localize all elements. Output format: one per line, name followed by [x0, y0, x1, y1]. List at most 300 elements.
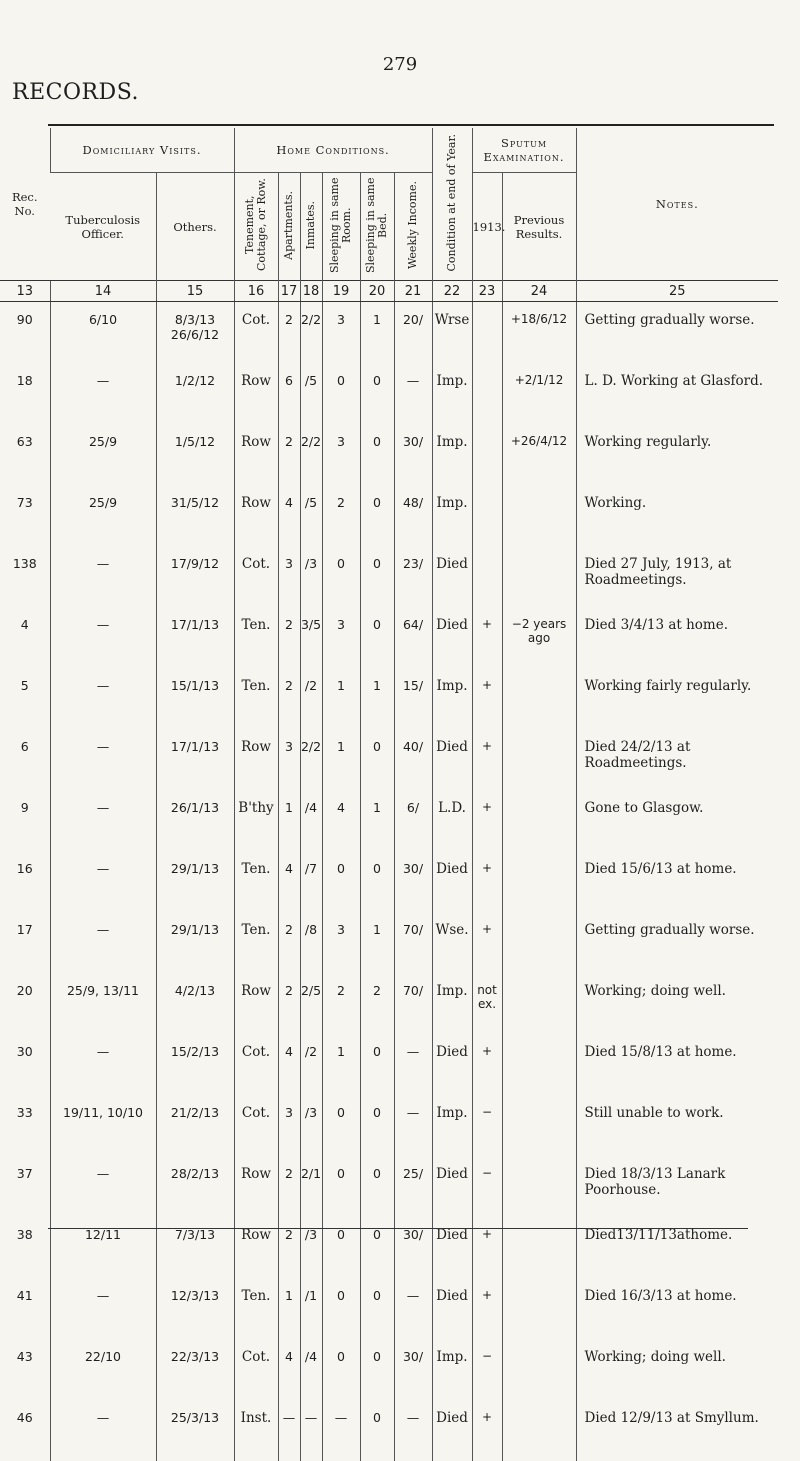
notes-cell: Working; doing well. — [576, 973, 778, 1034]
condition-end-header — [432, 128, 472, 281]
tuberculosis-officer-cell: — — [50, 729, 156, 790]
others-cell: 4/2/13 — [156, 973, 234, 1034]
tuberculosis-officer-cell: — — [50, 607, 156, 668]
rec-no-cell: 17 — [16, 922, 33, 937]
sleeping-room-cell: 2 — [322, 973, 360, 1034]
condition-cell: Imp. — [432, 424, 472, 485]
previous-results-cell — [502, 1156, 576, 1217]
sleeping-room-cell: 3 — [322, 607, 360, 668]
sleeping-room-cell: 3 — [322, 424, 360, 485]
tuberculosis-officer-cell: — — [50, 1400, 156, 1461]
sleeping-bed-cell: 0 — [360, 1156, 394, 1217]
apartments-cell: 2 — [278, 302, 300, 364]
home-type-cell: Ten. — [234, 1278, 278, 1339]
home-type-cell: Cot. — [234, 546, 278, 607]
condition-cell: Wrse — [432, 302, 472, 364]
condition-cell: Died — [432, 1156, 472, 1217]
rec-no-cell: 73 — [16, 495, 33, 510]
inmates-label: Inmates. — [304, 200, 317, 250]
sleeping-bed-cell: 0 — [360, 363, 394, 424]
page-number: 279 — [382, 54, 418, 75]
others-cell: 7/3/13 — [156, 1217, 234, 1278]
inmates-cell: /3 — [300, 1217, 322, 1278]
table-row — [0, 424, 778, 485]
condition-cell: Died — [432, 729, 472, 790]
table-row — [0, 668, 778, 729]
notes-cell: Died 18/3/13 Lanark Poorhouse. — [576, 1156, 778, 1217]
sleeping-room-cell: 1 — [322, 668, 360, 729]
table-row — [0, 363, 778, 424]
others-cell: 25/3/13 — [156, 1400, 234, 1461]
sleeping-room-cell: 0 — [322, 546, 360, 607]
sputum-1913-cell: + — [472, 790, 502, 851]
notes-cell: Died13/11/13athome. — [576, 1217, 778, 1278]
apartments-cell: 4 — [278, 485, 300, 546]
notes-cell: Working. — [576, 485, 778, 546]
rec-no-cell: 41 — [16, 1288, 33, 1303]
home-type-cell: B'thy — [234, 790, 278, 851]
sleeping-room-cell: 1 — [322, 1034, 360, 1095]
others-cell: 17/1/13 — [156, 729, 234, 790]
inmates-cell: /8 — [300, 912, 322, 973]
rec-no-cell: 90 — [16, 312, 33, 327]
weekly-income-cell: 30/ — [394, 851, 432, 912]
year-1913-header: 1913. — [472, 173, 502, 281]
table-row — [0, 1339, 778, 1400]
others-cell: 22/3/13 — [156, 1339, 234, 1400]
others-cell: 15/1/13 — [156, 668, 234, 729]
notes-cell: Died 12/9/13 at Smyllum. — [576, 1400, 778, 1461]
apartments-cell: 2 — [278, 424, 300, 485]
tuberculosis-officer-cell: — — [50, 363, 156, 424]
others-cell: 17/1/13 — [156, 607, 234, 668]
previous-results-cell — [502, 851, 576, 912]
others-cell: 8/3/13 26/6/12 — [156, 302, 234, 364]
table-row — [0, 1400, 778, 1461]
sputum-1913-cell: + — [472, 1217, 502, 1278]
others-cell: 29/1/13 — [156, 851, 234, 912]
bottom-rule — [48, 1228, 748, 1229]
sleeping-room-cell: 4 — [322, 790, 360, 851]
rec-no-cell: 37 — [16, 1166, 33, 1181]
condition-cell: Imp. — [432, 668, 472, 729]
notes-cell: Died 15/8/13 at home. — [576, 1034, 778, 1095]
table-row — [0, 851, 778, 912]
section-title: RECORDS. — [12, 80, 139, 105]
inmates-cell: /7 — [300, 851, 322, 912]
apartments-cell: 2 — [278, 912, 300, 973]
previous-results-cell — [502, 546, 576, 607]
notes-cell: Getting gradually worse. — [576, 302, 778, 364]
sputum-1913-cell: + — [472, 1400, 502, 1461]
home-type-cell: Inst. — [234, 1400, 278, 1461]
previous-results-header: Previous Results. — [502, 173, 576, 281]
column-number-row — [0, 281, 778, 302]
rec-no-cell: 33 — [16, 1105, 33, 1120]
notes-cell: Working; doing well. — [576, 1339, 778, 1400]
tuberculosis-officer-cell: 25/9 — [50, 485, 156, 546]
apartments-label: Apartments. — [282, 190, 295, 260]
sleeping-bed-cell: 0 — [360, 1034, 394, 1095]
rec-no-cell: 38 — [16, 1227, 33, 1242]
previous-results-cell — [502, 668, 576, 729]
table-row — [0, 1278, 778, 1339]
others-header: Others. — [156, 173, 234, 281]
weekly-income-cell: — — [394, 1095, 432, 1156]
rec-no-cell: 18 — [16, 373, 33, 388]
sleeping-room-header — [322, 173, 360, 281]
weekly-income-cell: — — [394, 1278, 432, 1339]
table-row — [0, 607, 778, 668]
sputum-1913-cell: + — [472, 1278, 502, 1339]
weekly-income-cell: 64/ — [394, 607, 432, 668]
home-type-cell: Ten. — [234, 668, 278, 729]
sleeping-room-label: Sleeping in same Room. — [328, 177, 353, 273]
notes-cell: Working fairly regularly. — [576, 668, 778, 729]
weekly-income-cell: 15/ — [394, 668, 432, 729]
apartments-cell: 6 — [278, 363, 300, 424]
sputum-1913-cell: − — [472, 1095, 502, 1156]
inmates-cell: 3/5 — [300, 607, 322, 668]
inmates-cell: /4 — [300, 1339, 322, 1400]
sleeping-room-cell: 0 — [322, 363, 360, 424]
inmates-cell: /5 — [300, 485, 322, 546]
weekly-income-cell: — — [394, 363, 432, 424]
tuberculosis-officer-cell: — — [50, 546, 156, 607]
condition-cell: Died — [432, 1400, 472, 1461]
sleeping-room-cell: 0 — [322, 1339, 360, 1400]
sleeping-bed-cell: 0 — [360, 1095, 394, 1156]
sleeping-room-cell: — — [322, 1400, 360, 1461]
home-type-cell: Row — [234, 485, 278, 546]
apartments-cell: 2 — [278, 668, 300, 729]
table-row — [0, 973, 778, 1034]
condition-cell: Imp. — [432, 363, 472, 424]
inmates-cell: — — [300, 1400, 322, 1461]
tuberculosis-officer-cell: — — [50, 790, 156, 851]
tuberculosis-officer-cell: 25/9, 13/11 — [50, 973, 156, 1034]
home-type-cell: Ten. — [234, 607, 278, 668]
tuberculosis-officer-cell: — — [50, 1278, 156, 1339]
weekly-income-cell: 30/ — [394, 1339, 432, 1400]
sputum-1913-cell: − — [472, 1339, 502, 1400]
sleeping-bed-cell: 0 — [360, 546, 394, 607]
inmates-cell: 2/1 — [300, 1156, 322, 1217]
sleeping-bed-cell: 1 — [360, 668, 394, 729]
previous-results-cell — [502, 790, 576, 851]
sputum-1913-cell: + — [472, 729, 502, 790]
condition-end-label: Condition at end of Year. — [445, 133, 459, 272]
others-cell: 31/5/12 — [156, 485, 234, 546]
previous-results-cell: +26/4/12 — [502, 424, 576, 485]
others-cell: 21/2/13 — [156, 1095, 234, 1156]
tuberculosis-officer-header: Tuberculosis Officer. — [65, 212, 141, 241]
apartments-cell: 2 — [278, 1156, 300, 1217]
others-cell: 1/2/12 — [156, 363, 234, 424]
home-type-cell: Row — [234, 363, 278, 424]
others-cell: 17/9/12 — [156, 546, 234, 607]
others-cell: 1/5/12 — [156, 424, 234, 485]
inmates-cell: /5 — [300, 363, 322, 424]
sputum-1913-cell: not ex. — [472, 973, 502, 1034]
rec-no-cell: 30 — [16, 1044, 33, 1059]
apartments-cell: 1 — [278, 790, 300, 851]
sleeping-room-cell: 3 — [322, 912, 360, 973]
weekly-income-cell: 6/ — [394, 790, 432, 851]
column-number: 24 — [502, 281, 576, 302]
weekly-income-label: Weekly Income. — [406, 181, 420, 269]
column-number: 20 — [360, 281, 394, 302]
sleeping-bed-header — [360, 173, 394, 281]
previous-results-cell — [502, 1034, 576, 1095]
previous-results-cell: +18/6/12 — [502, 302, 576, 364]
sleeping-bed-cell: 0 — [360, 1217, 394, 1278]
apartments-cell: 4 — [278, 1034, 300, 1095]
column-number: 17 — [278, 281, 300, 302]
previous-results-cell — [502, 1217, 576, 1278]
notes-cell: Died 3/4/13 at home. — [576, 607, 778, 668]
apartments-cell: 2 — [278, 973, 300, 1034]
tuberculosis-officer-cell: 22/10 — [50, 1339, 156, 1400]
apartments-cell: 3 — [278, 1095, 300, 1156]
weekly-income-cell: 25/ — [394, 1156, 432, 1217]
home-type-cell: Ten. — [234, 851, 278, 912]
weekly-income-cell: — — [394, 1034, 432, 1095]
others-cell: 15/2/13 — [156, 1034, 234, 1095]
column-number: 19 — [322, 281, 360, 302]
tuberculosis-officer-cell: — — [50, 912, 156, 973]
condition-cell: Died — [432, 546, 472, 607]
previous-results-cell — [502, 485, 576, 546]
condition-cell: Imp. — [432, 1095, 472, 1156]
rec-no-cell: 6 — [20, 739, 29, 754]
sleeping-bed-cell: 0 — [360, 485, 394, 546]
inmates-cell: /2 — [300, 1034, 322, 1095]
inmates-cell: 2/2 — [300, 302, 322, 364]
home-type-cell: Cot. — [234, 1339, 278, 1400]
previous-results-cell — [502, 1278, 576, 1339]
sleeping-room-cell: 0 — [322, 1095, 360, 1156]
previous-results-cell — [502, 1095, 576, 1156]
table-row — [0, 302, 778, 364]
sputum-1913-cell: + — [472, 1034, 502, 1095]
condition-cell: Imp. — [432, 1339, 472, 1400]
notes-cell: Working regularly. — [576, 424, 778, 485]
weekly-income-cell: 40/ — [394, 729, 432, 790]
apartments-header — [278, 173, 300, 281]
inmates-cell: /1 — [300, 1278, 322, 1339]
home-type-cell: Cot. — [234, 302, 278, 364]
tuberculosis-officer-cell: 25/9 — [50, 424, 156, 485]
home-type-cell: Row — [234, 424, 278, 485]
rec-no-cell: 20 — [16, 983, 33, 998]
sleeping-bed-cell: 1 — [360, 790, 394, 851]
top-rule — [48, 124, 774, 126]
rec-no-cell: 5 — [20, 678, 29, 693]
rec-no-cell: 63 — [16, 434, 33, 449]
table-row — [0, 790, 778, 851]
sputum-1913-cell: + — [472, 607, 502, 668]
sleeping-room-cell: 1 — [322, 729, 360, 790]
table-row — [0, 912, 778, 973]
sputum-1913-cell — [472, 302, 502, 364]
apartments-cell: 4 — [278, 851, 300, 912]
inmates-cell: /3 — [300, 1095, 322, 1156]
sleeping-bed-cell: 0 — [360, 1278, 394, 1339]
table-row — [0, 546, 778, 607]
table-row — [0, 1095, 778, 1156]
previous-results-cell — [502, 912, 576, 973]
home-type-cell: Row — [234, 729, 278, 790]
tuberculosis-officer-cell: — — [50, 851, 156, 912]
rec-no-cell: 138 — [12, 556, 37, 571]
sleeping-bed-label: Sleeping in same Bed. — [364, 177, 389, 273]
tuberculosis-officer-cell: 12/11 — [50, 1217, 156, 1278]
condition-cell: Died — [432, 1217, 472, 1278]
notes-cell: Still unable to work. — [576, 1095, 778, 1156]
sputum-1913-cell — [472, 546, 502, 607]
weekly-income-cell: 23/ — [394, 546, 432, 607]
apartments-cell: 4 — [278, 1339, 300, 1400]
sputum-1913-cell — [472, 485, 502, 546]
table-row — [0, 1034, 778, 1095]
previous-results-cell — [502, 1339, 576, 1400]
sleeping-bed-cell: 0 — [360, 1339, 394, 1400]
apartments-cell: 3 — [278, 729, 300, 790]
apartments-cell: 2 — [278, 1217, 300, 1278]
condition-cell: Imp. — [432, 485, 472, 546]
notes-cell: Died 24/2/13 at Roadmeetings. — [576, 729, 778, 790]
condition-cell: Died — [432, 851, 472, 912]
inmates-cell: 2/2 — [300, 424, 322, 485]
notes-cell: Died 27 July, 1913, at Roadmeetings. — [576, 546, 778, 607]
sputum-1913-cell: + — [472, 851, 502, 912]
condition-cell: Wse. — [432, 912, 472, 973]
sleeping-bed-cell: 0 — [360, 729, 394, 790]
inmates-cell: 2/5 — [300, 973, 322, 1034]
rec-no-header: Rec. No. — [11, 190, 38, 218]
domiciliary-visits-header: Domiciliary Visits. — [50, 128, 234, 173]
condition-cell: Imp. — [432, 973, 472, 1034]
apartments-cell: 2 — [278, 607, 300, 668]
sleeping-bed-cell: 1 — [360, 302, 394, 364]
rec-no-cell: 46 — [16, 1410, 33, 1425]
column-number: 15 — [156, 281, 234, 302]
inmates-header — [300, 173, 322, 281]
sleeping-room-cell: 0 — [322, 851, 360, 912]
table-row — [0, 485, 778, 546]
rec-no-cell: 16 — [16, 861, 33, 876]
notes-cell: Getting gradually worse. — [576, 912, 778, 973]
inmates-cell: /3 — [300, 546, 322, 607]
sputum-1913-cell: + — [472, 912, 502, 973]
notes-cell: L. D. Working at Glasford. — [576, 363, 778, 424]
sleeping-bed-cell: 0 — [360, 424, 394, 485]
tuberculosis-officer-cell: 6/10 — [50, 302, 156, 364]
condition-cell: Died — [432, 1034, 472, 1095]
previous-results-cell: −2 years ago — [502, 607, 576, 668]
inmates-cell: 2/2 — [300, 729, 322, 790]
column-number: 18 — [300, 281, 322, 302]
inmates-cell: /4 — [300, 790, 322, 851]
records-table — [0, 128, 778, 1461]
home-conditions-header: Home Conditions. — [234, 128, 432, 173]
tuberculosis-officer-cell: — — [50, 668, 156, 729]
home-type-cell: Cot. — [234, 1095, 278, 1156]
apartments-cell: — — [278, 1400, 300, 1461]
column-number: 14 — [50, 281, 156, 302]
weekly-income-cell: 20/ — [394, 302, 432, 364]
sputum-1913-cell — [472, 363, 502, 424]
sleeping-bed-cell: 0 — [360, 851, 394, 912]
column-number: 22 — [432, 281, 472, 302]
sleeping-room-cell: 2 — [322, 485, 360, 546]
column-number: 16 — [234, 281, 278, 302]
sputum-examination-header: Sputum Examination. — [472, 128, 576, 173]
sputum-1913-cell: + — [472, 668, 502, 729]
others-cell: 28/2/13 — [156, 1156, 234, 1217]
sputum-1913-cell: − — [472, 1156, 502, 1217]
previous-results-cell: +2/1/12 — [502, 363, 576, 424]
sleeping-bed-cell: 1 — [360, 912, 394, 973]
weekly-income-cell: 30/ — [394, 1217, 432, 1278]
condition-cell: Died — [432, 607, 472, 668]
column-number: 23 — [472, 281, 502, 302]
column-number: 21 — [394, 281, 432, 302]
sleeping-room-cell: 3 — [322, 302, 360, 364]
home-type-cell: Ten. — [234, 912, 278, 973]
tuberculosis-officer-cell: — — [50, 1156, 156, 1217]
notes-cell: Gone to Glasgow. — [576, 790, 778, 851]
rec-no-cell: 4 — [20, 617, 29, 632]
condition-cell: Died — [432, 1278, 472, 1339]
tenement-header — [234, 173, 278, 281]
others-cell: 12/3/13 — [156, 1278, 234, 1339]
home-type-cell: Row — [234, 1156, 278, 1217]
apartments-cell: 1 — [278, 1278, 300, 1339]
rec-no-cell: 9 — [20, 800, 29, 815]
tuberculosis-officer-cell: 19/11, 10/10 — [50, 1095, 156, 1156]
sleeping-bed-cell: 0 — [360, 607, 394, 668]
home-type-cell: Row — [234, 973, 278, 1034]
sleeping-room-cell: 0 — [322, 1156, 360, 1217]
sleeping-room-cell: 0 — [322, 1217, 360, 1278]
notes-cell: Died 15/6/13 at home. — [576, 851, 778, 912]
tenement-label: Tenement, Cottage, or Row. — [243, 178, 268, 272]
notes-cell: Died 16/3/13 at home. — [576, 1278, 778, 1339]
home-type-cell: Cot. — [234, 1034, 278, 1095]
weekly-income-cell: 70/ — [394, 973, 432, 1034]
others-cell: 29/1/13 — [156, 912, 234, 973]
sleeping-bed-cell: 0 — [360, 1400, 394, 1461]
rec-no-cell: 43 — [16, 1349, 33, 1364]
previous-results-cell — [502, 1400, 576, 1461]
apartments-cell: 3 — [278, 546, 300, 607]
tuberculosis-officer-cell: — — [50, 1034, 156, 1095]
weekly-income-cell: 30/ — [394, 424, 432, 485]
table-row — [0, 1156, 778, 1217]
sleeping-bed-cell: 2 — [360, 973, 394, 1034]
previous-results-cell — [502, 973, 576, 1034]
table-row — [0, 1217, 778, 1278]
table-row — [0, 729, 778, 790]
notes-header: Notes. — [576, 128, 778, 281]
header-group-row — [0, 128, 778, 173]
column-number: 13 — [0, 281, 50, 302]
weekly-income-cell: 48/ — [394, 485, 432, 546]
sleeping-room-cell: 0 — [322, 1278, 360, 1339]
sputum-1913-cell — [472, 424, 502, 485]
